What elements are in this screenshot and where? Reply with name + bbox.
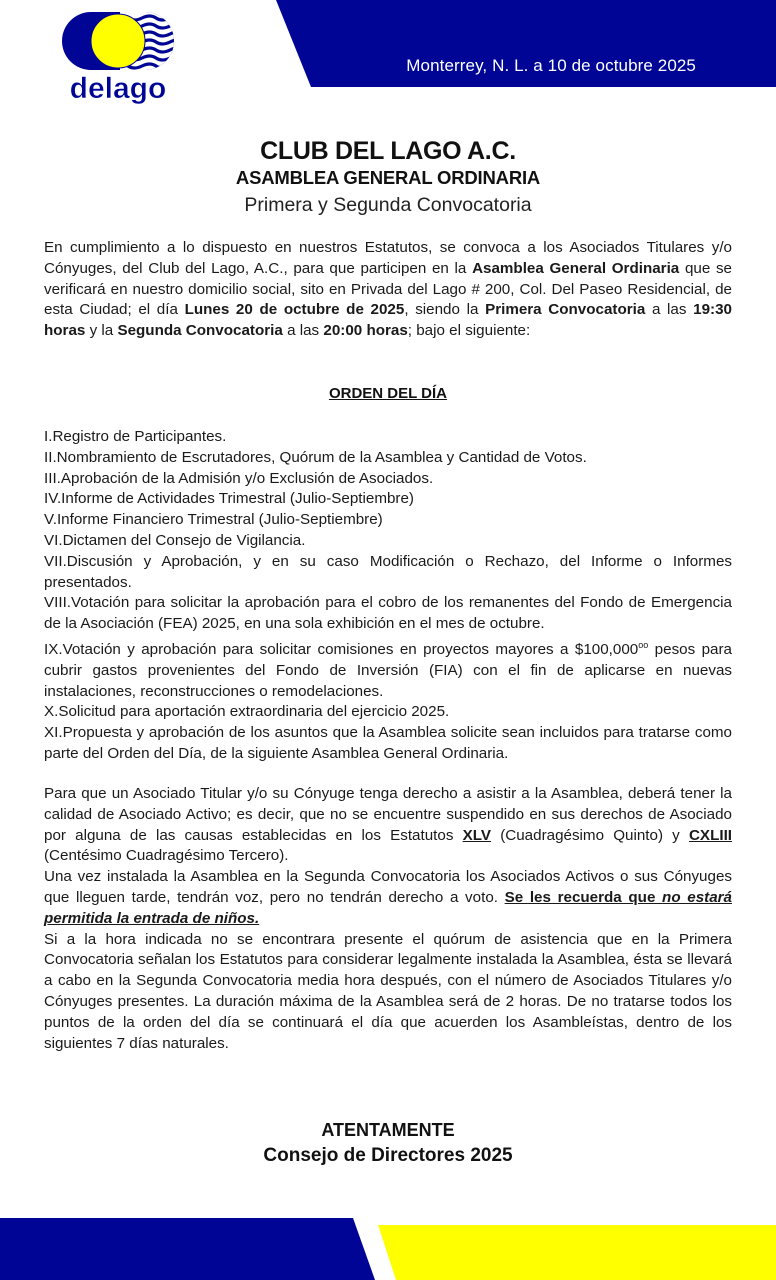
cents-superscript: oo — [638, 639, 649, 650]
agenda-item-ix — [44, 635, 732, 702]
eligibility-text: (Centésimo Cuadragésimo Tercero). — [44, 847, 289, 865]
late-arrival-paragraph — [44, 867, 732, 929]
intro-text: , siendo la — [404, 301, 486, 319]
intro-text: ; bajo el siguiente: — [407, 322, 531, 340]
footer-yellow-band — [378, 1225, 776, 1280]
intro-text: En cumplimiento a lo dispuesto en nuestros Estatutos, se convoca a los Asociados Titulares y/o Cónyuges, del Club del Lago, A.C., para que participen en la — [44, 239, 732, 277]
intro-bold-second-time: 20:00 horas — [323, 322, 408, 340]
agenda-heading: ORDEN DEL DÍA — [328, 385, 448, 402]
statute-cxliii: CXLIII — [688, 826, 733, 844]
sun-waves-logo-icon — [58, 8, 182, 104]
club-title: CLUB DEL LAGO A.C. — [260, 137, 516, 165]
intro-text: que se verificará en nuestro domicilio social, sito en Privada del Lago # 200, Col. Del Paseo Residencial, de esta Ciudad; el día — [44, 259, 732, 319]
conditions-section — [44, 784, 732, 1054]
statute-xlv: XLV — [462, 826, 492, 844]
intro-bold-second-call: Segunda Convocatoria — [117, 322, 283, 340]
intro-bold-first-call: Primera Convocatoria — [485, 301, 646, 319]
agenda-item: II.Nombramiento de Escrutadores, Quórum de la Asamblea y Cantidad de Votos. — [44, 448, 587, 466]
intro-bold-date: Lunes 20 de octubre de 2025 — [184, 301, 405, 319]
late-arrival-text: Una vez instalada la Asamblea en la Segunda Convocatoria los Asociados Activos o sus Cónyuges que lleguen tarde, tendrán voz, pero no tendrán derecho a voto. — [44, 868, 732, 906]
logo-text: delago — [69, 72, 167, 104]
agenda-item: IV.Informe de Actividades Trimestral (Julio-Septiembre) — [44, 490, 414, 508]
eligibility-text: (Cuadragésimo Quinto) y — [491, 826, 689, 844]
agenda-item-ix-rest: pesos para cubrir gastos provenientes del Fondo de Inversión (FIA) con el fin de aplicarse en nuevas instalaciones, reconstrucciones o remodelaciones. — [44, 640, 732, 700]
agenda-item: V.Informe Financiero Trimestral (Julio-Septiembre) — [44, 511, 383, 529]
intro-bold-assembly: Asamblea General Ordinaria — [472, 259, 680, 277]
quorum-paragraph: Si a la hora indicada no se encontrara presente el quórum de asistencia que en la Primera Convocatoria señalan los Estatutos para considerar legalmente instalada la Asamblea, ésta se llevará a cabo en la Segunda Convocatoria media hora después, con el número de Asociados Titulares y/o Cónyuges presentes. La duración máxima de la Asamblea será de 2 horas. De no tratarse todos los puntos de la orden del día se continuará el día que acuerden los Asambleístas, dentro de los siguientes 7 días naturales. — [44, 930, 732, 1052]
signatory: Consejo de Directores 2025 — [263, 1145, 513, 1166]
title-block — [0, 136, 776, 220]
convocation-subtitle: Primera y Segunda Convocatoria — [244, 194, 532, 216]
agenda-item: I.Registro de Participantes. — [44, 428, 227, 445]
agenda-item: X.Solicitud para aportación extraordinaria del ejercicio 2025. — [44, 703, 450, 721]
date-line: Monterrey, N. L. a 10 de octubre 2025 — [406, 56, 696, 75]
agenda-item: XI.Propuesta y aprobación de los asuntos que la Asamblea solicite sean incluidos para tratarse como parte del Orden del Día, de la siguiente Asamblea General Ordinaria. — [44, 724, 732, 762]
reminder-bold: Se les recuerda que — [504, 888, 663, 906]
intro-text: a las — [645, 301, 694, 319]
footer-blue-band — [0, 1218, 375, 1280]
intro-paragraph — [44, 238, 732, 342]
eligibility-text: Para que un Asociado Titular y/o su Cónyuge tenga derecho a asistir a la Asamblea, deberá tener la calidad de Asociado Activo; es decir, que no se encuentre suspendido en sus derechos de Asociado por alguna de las causas establecidas en los Estatutos — [44, 785, 732, 844]
agenda-list — [44, 427, 732, 765]
agenda-item: III.Aprobación de la Admisión y/o Exclusión de Asociados. — [44, 469, 434, 487]
eligibility-paragraph — [44, 784, 732, 867]
agenda-item: VIII.Votación para solicitar la aprobación para el cobro de los remanentes del Fondo de Emergencia de la Asociación (FEA) 2025, en una sola exhibición en el mes de octubre. — [44, 594, 732, 633]
intro-text: y la — [85, 322, 118, 340]
intro-bold-first-time: 19:30 horas — [44, 301, 732, 340]
no-children-notice: no estará permitida la entrada de niños. — [44, 888, 732, 927]
assembly-title: ASAMBLEA GENERAL ORDINARIA — [235, 167, 541, 188]
agenda-item: VI.Dictamen del Consejo de Vigilancia. — [44, 531, 306, 549]
intro-text: a las — [282, 322, 324, 340]
closing-salutation: ATENTAMENTE — [321, 1120, 455, 1140]
closing-block — [0, 1118, 776, 1170]
agenda-item-ix-text: IX.Votación y aprobación para solicitar comisiones en proyectos mayores a $100,000 — [44, 640, 639, 658]
agenda-item: VII.Discusión y Aprobación, y en su caso Modificación o Rechazo, del Informe o Informes presentados. — [44, 552, 732, 591]
